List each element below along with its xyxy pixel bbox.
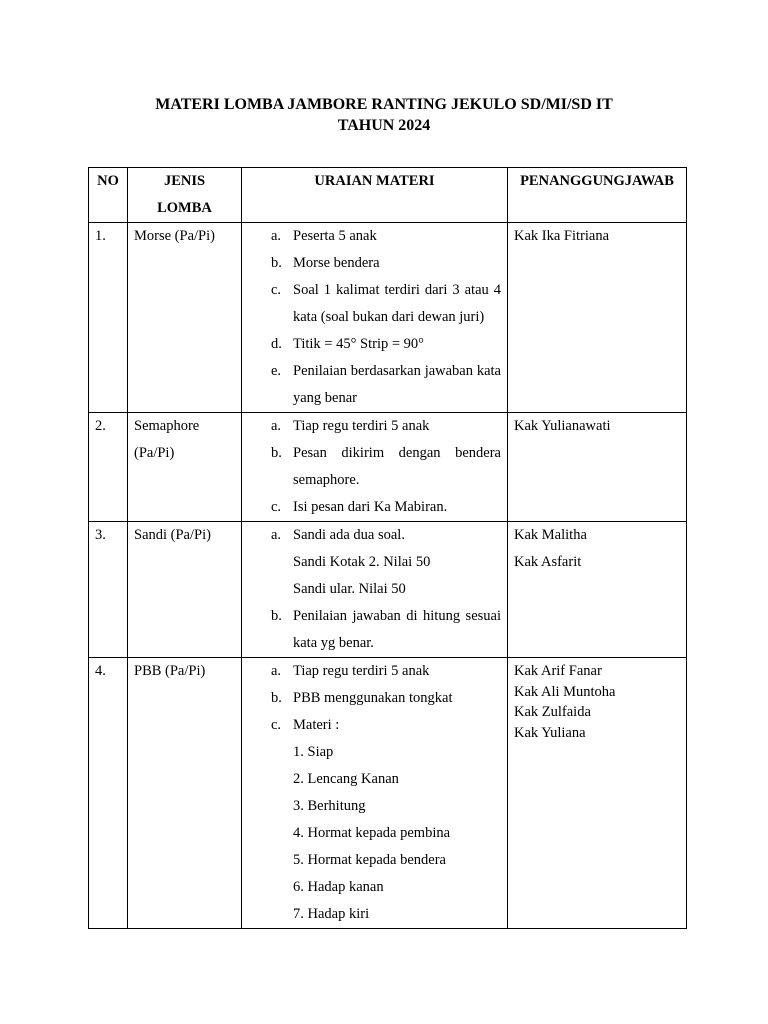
item-sub-line: Sandi ular. Nilai 50: [293, 581, 406, 597]
item-sub-line: 6. Hadap kanan: [293, 879, 384, 895]
row-penanggungjawab: [508, 658, 687, 929]
header-jenis-line-2: LOMBA: [157, 200, 212, 216]
person-name: Kak Yulianawati: [514, 418, 611, 434]
item-text: Penilaian berdasarkan jawaban kata yang benar: [293, 363, 501, 406]
item-marker: c.: [271, 282, 282, 298]
person-name: Kak Malitha: [514, 527, 587, 543]
competition-table: [88, 167, 687, 929]
item-sub-line: 4. Hormat kepada pembina: [293, 825, 451, 841]
row-number: 1.: [89, 223, 128, 413]
item-sub-line: Sandi Kotak 2. Nilai 50: [293, 554, 431, 570]
row-penanggungjawab: [508, 522, 687, 658]
header-jenis-lomba: [128, 168, 242, 223]
header-jenis-line-1: JENIS: [163, 173, 206, 189]
item-marker: a.: [271, 663, 282, 679]
item-text: PBB menggunakan tongkat: [293, 690, 453, 706]
row-jenis-lomba: PBB (Pa/Pi): [128, 658, 242, 929]
row-number: 3.: [89, 522, 128, 658]
list-item: [248, 223, 501, 250]
row-uraian-materi: [242, 223, 508, 413]
item-text: Tiap regu terdiri 5 anak: [293, 663, 430, 679]
table-header-row: [89, 168, 687, 223]
person-name: Kak Yuliana: [514, 724, 586, 741]
item-marker: b.: [271, 690, 282, 706]
item-marker: e.: [271, 363, 282, 379]
item-sub-line: 3. Berhitung: [293, 798, 366, 814]
item-marker: d.: [271, 336, 282, 352]
list-item: [248, 250, 501, 277]
jenis-line-2: (Pa/Pi): [134, 445, 175, 461]
row-jenis-lomba: Morse (Pa/Pi): [128, 223, 242, 413]
item-sub-line: 5. Hormat kepada bendera: [293, 852, 446, 868]
table-row: [89, 223, 687, 413]
item-text: Isi pesan dari Ka Mabiran.: [293, 499, 448, 515]
item-text: Materi :: [293, 717, 340, 733]
header-uraian-materi: URAIAN MATERI: [242, 168, 508, 223]
row-penanggungjawab: [508, 223, 687, 413]
jenis-line-1: Semaphore: [134, 418, 200, 434]
item-sub-line: 7. Hadap kiri: [293, 906, 370, 922]
title-line-1: MATERI LOMBA JAMBORE RANTING JEKULO SD/MI/SD IT: [155, 96, 613, 113]
list-item: [248, 522, 501, 603]
list-item: [248, 494, 501, 521]
item-marker: b.: [271, 255, 282, 271]
item-text: Titik = 45° Strip = 90°: [293, 336, 424, 352]
item-sub-line: 1. Siap: [293, 744, 334, 760]
person-name: Kak Zulfaida: [514, 704, 591, 720]
item-text: Pesan dikirim dengan bendera semaphore.: [293, 445, 501, 488]
row-jenis-lomba: Sandi (Pa/Pi): [128, 522, 242, 658]
list-item: [248, 331, 501, 358]
list-item: [248, 712, 501, 928]
list-item: [248, 440, 501, 494]
row-number: 4.: [89, 658, 128, 929]
item-text: Peserta 5 anak: [293, 228, 377, 244]
row-jenis-lomba: [128, 413, 242, 522]
item-sub-line: 2. Lencang Kanan: [293, 771, 399, 787]
row-penanggungjawab: [508, 413, 687, 522]
item-marker: c.: [271, 717, 282, 733]
person-name: Kak Ika Fitriana: [514, 228, 610, 244]
item-text: Tiap regu terdiri 5 anak: [293, 418, 430, 434]
header-no: NO: [89, 168, 128, 223]
person-name: Kak Asfarit: [514, 554, 582, 570]
list-item: [248, 413, 501, 440]
list-item: [248, 685, 501, 712]
row-uraian-materi: [242, 658, 508, 929]
item-marker: a.: [271, 228, 282, 244]
title-line-2: TAHUN 2024: [337, 117, 431, 134]
row-uraian-materi: [242, 413, 508, 522]
list-item: [248, 603, 501, 657]
list-item: [248, 658, 501, 685]
item-text: Morse bendera: [293, 255, 380, 271]
list-item: [248, 277, 501, 331]
item-text: Sandi ada dua soal.: [293, 527, 405, 543]
document-title: [0, 94, 768, 136]
table-row: [89, 658, 687, 929]
person-name: Kak Arif Fanar: [514, 663, 602, 679]
header-penanggungjawab: PENANGGUNGJAWAB: [508, 168, 687, 223]
table-row: [89, 413, 687, 522]
item-marker: a.: [271, 418, 282, 434]
row-uraian-materi: [242, 522, 508, 658]
item-marker: a.: [271, 527, 282, 543]
row-number: 2.: [89, 413, 128, 522]
list-item: [248, 358, 501, 412]
person-name: Kak Ali Muntoha: [514, 683, 616, 700]
item-marker: c.: [271, 499, 282, 515]
table-row: [89, 522, 687, 658]
item-marker: b.: [271, 445, 282, 461]
item-text: Soal 1 kalimat terdiri dari 3 atau 4 kata (soal bukan dari dewan juri): [293, 282, 501, 325]
item-marker: b.: [271, 608, 282, 624]
item-text: Penilaian jawaban di hitung sesuai kata yg benar.: [293, 608, 501, 651]
